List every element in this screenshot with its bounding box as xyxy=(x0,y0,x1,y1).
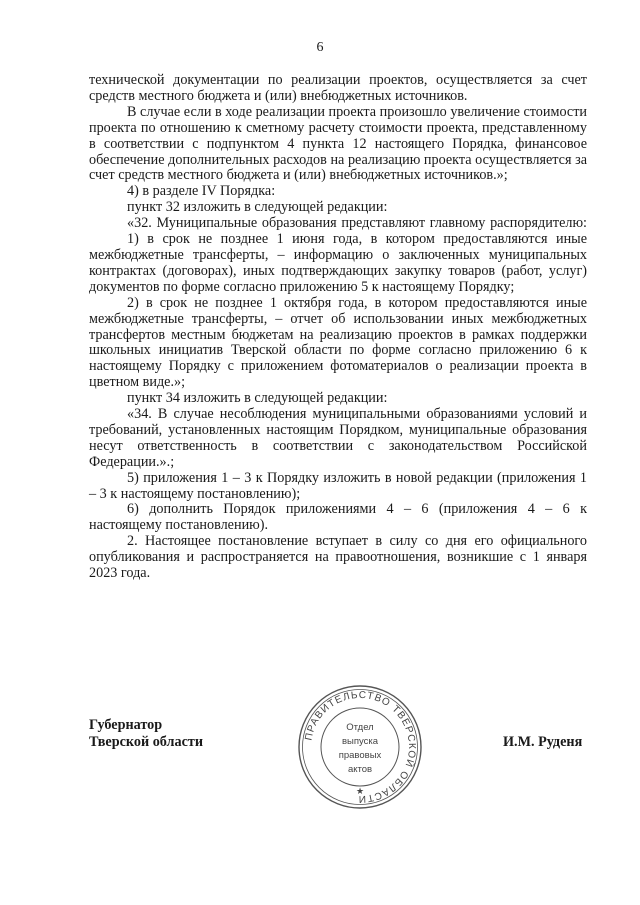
paragraph: 2) в срок не позднее 1 октября года, в котором предоставляются иные межбюджетные трансферты, – отчет об использовании иных межбюджетных трансфертов местным бюджетам на реализацию проектов в рамках поддержки школьных инициатив Тверской области по форме согласно приложению 6 к настоящему Порядку с приложением фотоматериалов о реализации проекта в цветном виде.»; xyxy=(89,294,587,391)
official-seal xyxy=(295,682,425,812)
seal-center-line: актов xyxy=(347,764,373,775)
paragraph: 4) в разделе IV Порядка: xyxy=(127,183,276,200)
paragraph: 1) в срок не позднее 1 июня года, в котором предоставляются иные межбюджетные трансферты, – информацию о заключенных муниципальных контрактах (договорах), иных подтверждающих закупку товаров (работ, услуг) документов по форме согласно приложению 5 к настоящему Порядку; xyxy=(89,231,587,295)
signatory-name: И.М. Руденя xyxy=(503,734,583,750)
seal-center-line: правовых xyxy=(338,750,382,761)
paragraph: «34. В случае несоблюдения муниципальными образованиями условий и требований, установленных настоящим Порядком, муниципальные образования несут ответственность в соответствии с законодательством Российской Федерации.».; xyxy=(89,406,587,470)
paragraph: В случае если в ходе реализации проекта произошло увеличение стоимости проекта по отношению к сметному расчету стоимости проекта, представленному в соответствии с подпунктом 4 пункта 12 настоящего Порядка, финансовое обеспечение дополнительных расходов на реализацию проекта осуществляется за счет средств местного бюджета и (или) внебюджетных источников.»; xyxy=(89,103,587,184)
paragraph: 5) приложения 1 – 3 к Порядку изложить в новой редакции (приложения 1 – 3 к настоящему постановлению); xyxy=(89,469,587,502)
page-number: 6 xyxy=(316,40,324,55)
paragraph: 6) дополнить Порядок приложениями 4 – 6 (приложения 4 – 6 к настоящему постановлению). xyxy=(89,501,587,534)
seal-star-icon: ★ xyxy=(355,786,365,796)
paragraph: «32. Муниципальные образования представляют главному распорядителю: xyxy=(127,215,587,232)
seal-center-line: выпуска xyxy=(341,736,379,747)
signatory-region: Тверской области xyxy=(89,734,204,750)
document-body xyxy=(89,73,587,582)
seal-ring-text: ПРАВИТЕЛЬСТВО ТВЕРСКОЙ ОБЛАСТИ xyxy=(303,689,418,805)
paragraph: пункт 32 изложить в следующей редакции: xyxy=(127,199,388,216)
paragraph: 2. Настоящее постановление вступает в силу со дня его официального опубликования и распространяется на правоотношения, возникшие с 1 января 2023 года. xyxy=(89,533,587,582)
signatory-position xyxy=(89,717,203,751)
paragraph: пункт 34 изложить в следующей редакции: xyxy=(127,390,388,407)
seal-center-line: Отдел xyxy=(346,722,374,733)
signatory-title: Губернатор xyxy=(89,717,163,733)
paragraph: технической документации по реализации проектов, осуществляется за счет средств местного бюджета и (или) внебюджетных источников. xyxy=(89,72,587,104)
